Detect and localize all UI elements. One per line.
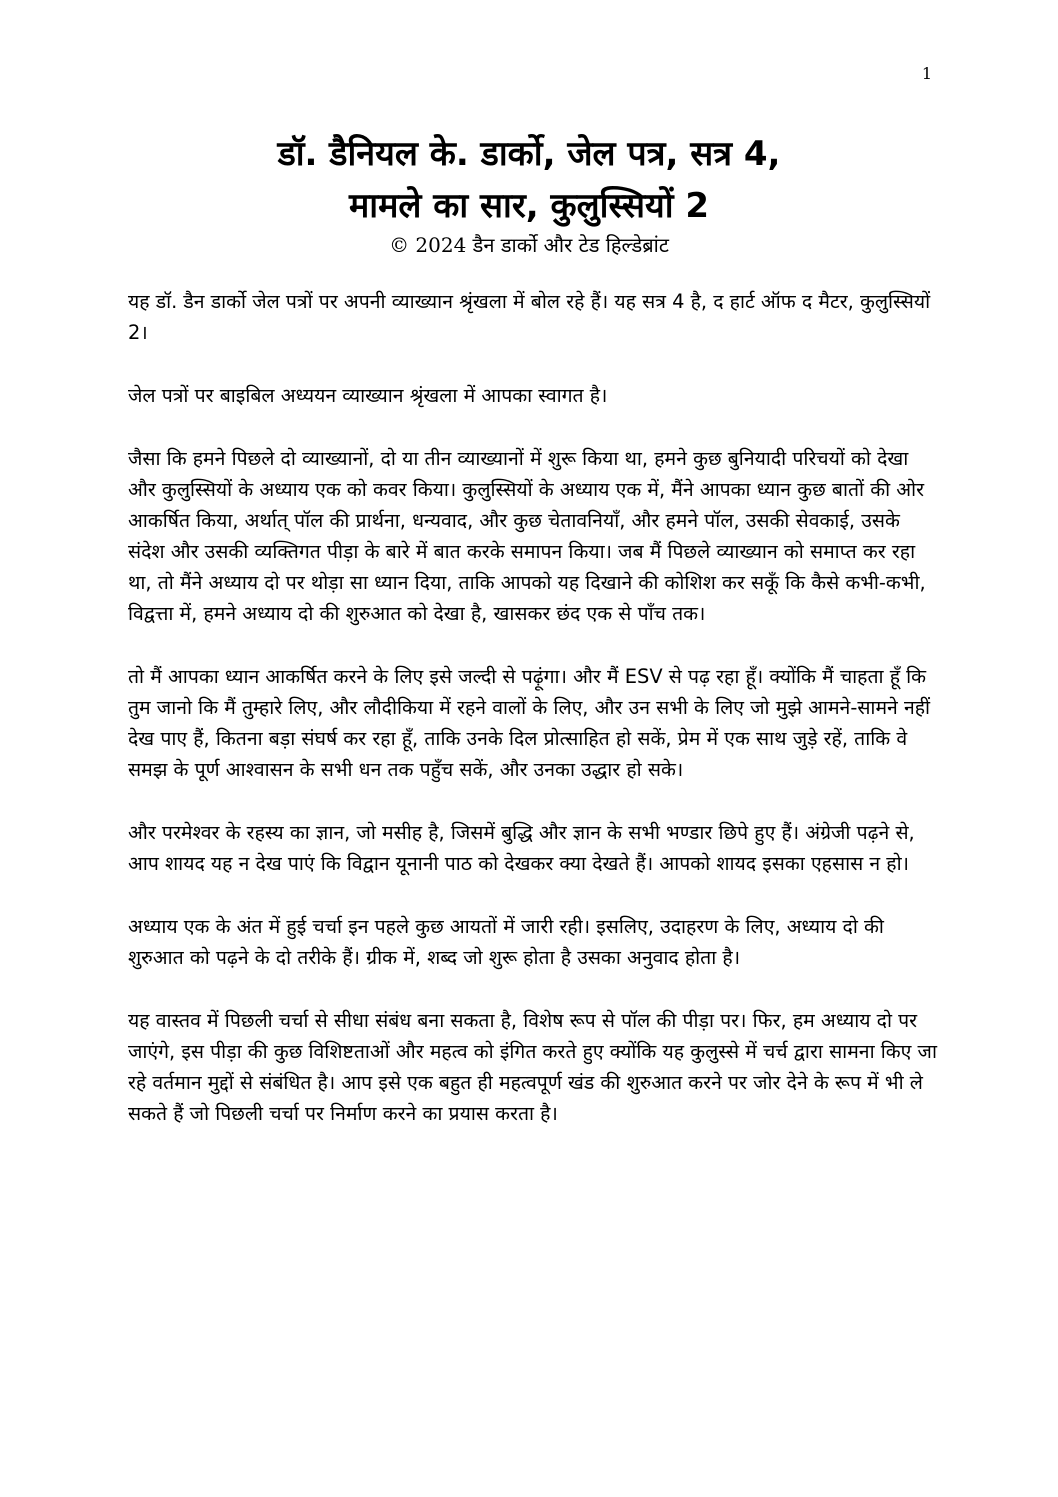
paragraph-review: जैसा कि हमने पिछले दो व्याख्यानों, दो या तीन व्याख्यानों में शुरू किया था, हमने कुछ बुनियादी परिचयों को देखा और कुलुस्सियों के अध्याय एक को कवर किया। कुलुस्सियों के अध्याय एक में, मैंने आपका ध्यान कुछ बातों की ओर आकर्षित किया, अर्थात् पॉल की प्रार्थना, धन्यवाद, और कुछ चेतावनियाँ, और हमने पॉल, उसकी सेवकाई, उसके संदेश और उसकी व्यक्तिगत पीड़ा के बारे में बात करके समापन किया। जब मैं पिछले व्याख्यान को समाप्त कर रहा था, तो मैंने अध्याय दो पर थोड़ा सा ध्यान दिया, ताकि आपको यह दिखाने की कोशिश कर सकूँ कि कैसे कभी-कभी, विद्वत्ता में, हमने अध्याय दो की शुरुआत को देखा है, खासकर छंद एक से पाँच तक। [128,447,926,625]
page-title-line-2: मामले का सार, कुलुस्सियों 2 [348,186,710,226]
copyright-notice: © 2024 डैन डार्को और टेड हिल्डेब्रांट [389,233,669,257]
document-body [128,286,938,1161]
paragraph-intro: यह डॉ. डैन डार्को जेल पत्रों पर अपनी व्याख्यान श्रृंखला में बोल रहे हैं। यह सत्र 4 है, द हार्ट ऑफ द मैटर, कुलुस्सियों 2। [128,290,931,344]
paragraph-mystery: और परमेश्वर के रहस्य का ज्ञान, जो मसीह है, जिसमें बुद्धि और ज्ञान के सभी भण्डार छिपे हुए हैं। अंग्रेजी पढ़ने से, आप शायद यह न देख पाएं कि विद्वान यूनानी पाठ को देखकर क्या देखते हैं। आपको शायद इसका एहसास न हो। [128,821,915,875]
paragraph-chapter-one-end: अध्याय एक के अंत में हुई चर्चा इन पहले कुछ आयतों में जारी रही। इसलिए, उदाहरण के लिए, अध्याय दो की शुरुआत को पढ़ने के दो तरीके हैं। ग्रीक में, शब्द जो शुरू होता है उसका अनुवाद होता है। [128,915,884,969]
page-title [0,128,1058,232]
paragraph-reading: तो मैं आपका ध्यान आकर्षित करने के लिए इसे जल्दी से पढ़ूंगा। और मैं ESV से पढ़ रहा हूँ। क्योंकि मैं चाहता हूँ कि तुम जानो कि मैं तुम्हारे लिए, और लौदीकिया में रहने वालों के लिए, और उन सभी के लिए जो मुझे आमने-सामने नहीं देख पाए हैं, कितना बड़ा संघर्ष कर रहा हूँ, ताकि उनके दिल प्रोत्साहित हो सकें, प्रेम में एक साथ जुड़े रहें, ताकि वे समझ के पूर्ण आश्वासन के सभी धन तक पहुँच सकें, और उनका उद्धार हो सके। [128,665,931,781]
page-title-line-1: डॉ. डैनियल के. डार्को, जेल पत्र, सत्र 4, [277,134,781,174]
page-number: 1 [921,64,932,83]
paragraph-welcome: जेल पत्रों पर बाइबिल अध्ययन व्याख्यान श्रृंखला में आपका स्वागत है। [128,384,608,407]
paragraph-connection: यह वास्तव में पिछली चर्चा से सीधा संबंध बना सकता है, विशेष रूप से पॉल की पीड़ा पर। फिर, हम अध्याय दो पर जाएंगे, इस पीड़ा की कुछ विशिष्टताओं और महत्व को इंगित करते हुए क्योंकि यह कुलुस्से में चर्च द्वारा सामना किए जा रहे वर्तमान मुद्दों से संबंधित है। आप इसे एक बहुत ही महत्वपूर्ण खंड की शुरुआत करने पर जोर देने के रूप में भी ले सकते हैं जो पिछली चर्चा पर निर्माण करने का प्रयास करता है। [128,1009,937,1125]
